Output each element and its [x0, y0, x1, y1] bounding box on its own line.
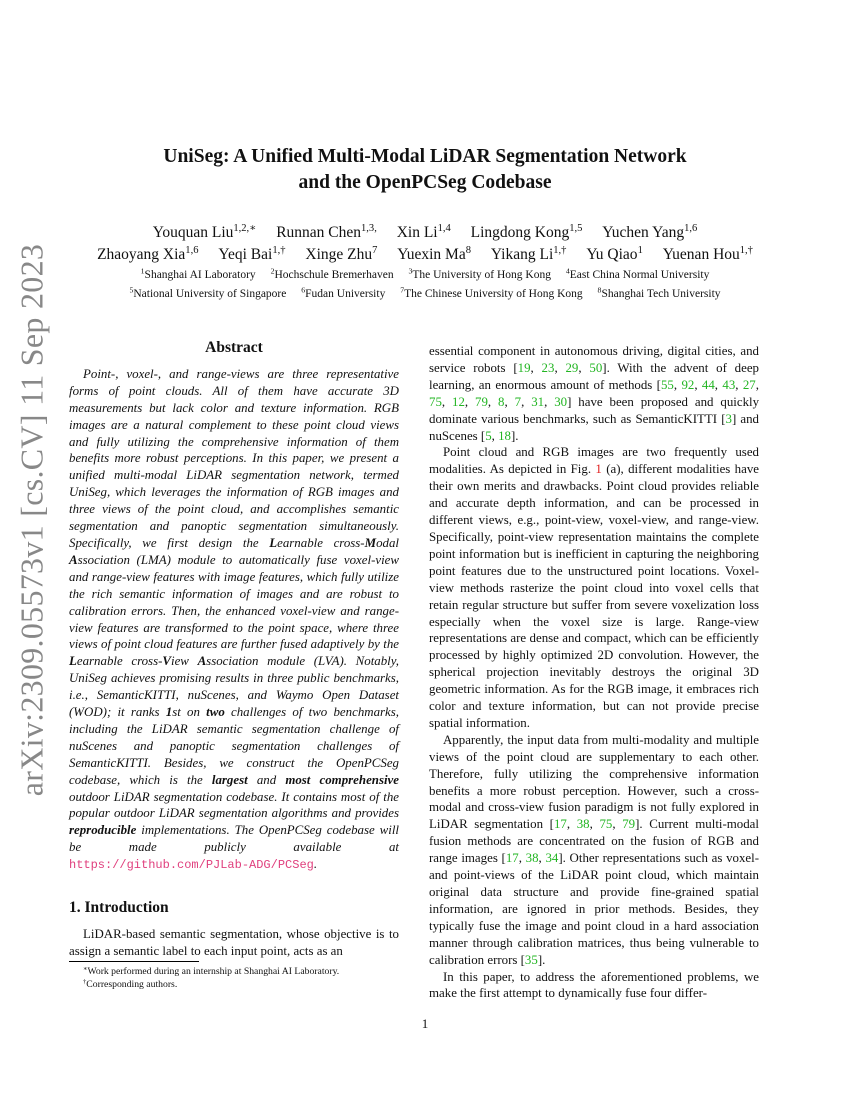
citation[interactable]: 7 — [514, 394, 522, 409]
right-column — [429, 343, 759, 1002]
citation[interactable]: 17 — [505, 851, 519, 866]
affiliation-row-1 — [0, 266, 850, 285]
citation[interactable]: 34 — [545, 851, 559, 866]
citation[interactable]: 44 — [701, 377, 715, 392]
citation[interactable]: 23 — [541, 360, 555, 375]
author: Youquan Liu$^{1,2,∗}$ — [152, 223, 257, 241]
author: Xinge Zhu$^7$ — [305, 245, 378, 263]
intro-paragraph-2: Point cloud and RGB images are two frequently used modalities. As depicted in Fig. 1 (a), different modalities have their own merits and drawbacks. Point cloud provides reliable and accurate depth information, and can be processed in different views, e.g., point-view, voxel-view, and range-view. Specifically, point-view representation maintains the complete point information but is inefficient in capturing the neighboring point features due to the unstructured point locations. Voxel-view methods rasterize the point cloud into voxel cells that retain regular structure but suffer from severe voxelization loss especially when the voxel size is large. Range-view representations are dense and compact, which can be efficiently processed by highly optimized 2D convolution. However, the spherical projection inevitably destroys the original 3D geometric information. As for the RGB image, it embraces rich color and texture information, but can not provide precise spatial information. — [429, 445, 759, 730]
citation[interactable]: 79 — [622, 817, 636, 832]
citation[interactable]: 30 — [554, 394, 568, 409]
citation[interactable]: 8 — [498, 394, 505, 409]
citation[interactable]: 79 — [475, 394, 488, 409]
citation[interactable]: 3 — [725, 411, 732, 426]
citation[interactable]: 5 — [485, 428, 492, 443]
arxiv-stamp — [12, 243, 52, 797]
footnotes — [69, 961, 399, 991]
arxiv-stamp-text: arXiv:2309.05573v1 [cs.CV] 11 Sep 2023 — [13, 243, 50, 797]
affiliation: $^4$East China Normal University — [565, 266, 710, 281]
author: Runnan Chen$^{1,3,}$ — [276, 223, 377, 241]
footnote-rule — [69, 961, 199, 962]
title-line-1: UniSeg: A Unified Multi-Modal LiDAR Segmentation Network — [163, 146, 687, 167]
affiliation-row-2 — [0, 285, 850, 304]
affiliation: $^1$Shanghai AI Laboratory — [140, 266, 256, 281]
title-line-2: and the OpenPCSeg Codebase — [298, 172, 552, 193]
intro-paragraph-4: In this paper, to address the aforementioned problems, we make the first attempt to dynamically fuse four differ- — [429, 969, 759, 1001]
page-number: 1 — [421, 1016, 429, 1031]
affiliation: $^8$Shanghai Tech University — [597, 285, 721, 300]
citation[interactable]: 75 — [429, 394, 442, 409]
figure-reference[interactable]: 1 — [595, 462, 602, 477]
citation[interactable]: 35 — [524, 952, 538, 967]
citation[interactable]: 19 — [517, 360, 531, 375]
citation[interactable]: 29 — [565, 360, 579, 375]
author-list — [0, 222, 850, 266]
author: Xin Li$^{1,4}$ — [396, 223, 451, 241]
footnote-corresponding: †Corresponding authors. — [83, 978, 178, 990]
affiliation: $^2$Hochschule Bremerhaven — [270, 266, 394, 281]
author-row-1 — [0, 222, 850, 244]
citation[interactable]: 38 — [525, 851, 539, 866]
citation[interactable]: 12 — [452, 394, 465, 409]
author: Lingdong Kong$^{1,5}$ — [470, 223, 583, 241]
intro-paragraph-start: LiDAR-based semantic segmentation, whose objective is to assign a semantic label to each input point, acts as an — [69, 927, 399, 958]
author: Yeqi Bai$^{1,\dagger}$ — [218, 245, 286, 263]
citation[interactable]: 50 — [589, 360, 603, 375]
author: Yuenan Hou$^{1,\dagger}$ — [662, 245, 753, 263]
footnote-internship: ∗Work performed during an internship at Shanghai AI Laboratory. — [83, 965, 340, 977]
affiliation: $^7$The Chinese University of Hong Kong — [400, 285, 583, 300]
affiliation: $^5$National University of Singapore — [129, 285, 287, 300]
author: Yuexin Ma$^8$ — [397, 245, 471, 263]
abstract-heading: Abstract — [205, 339, 263, 356]
citation[interactable]: 18 — [498, 428, 511, 443]
citation[interactable]: 75 — [599, 817, 613, 832]
intro-paragraph-1: essential component in autonomous driving, digital cities, and service robots [19, 23, 29, 50]. With the advent of deep learning, an enormous amount of methods [55, 92, 44, 43, 27, 75, 12, 79, 8, 7, 31, 30] have been proposed and quickly dominate various benchmarks, such as SemanticKITTI [3] and nuScenes [5, 18]. — [429, 344, 760, 443]
citation[interactable]: 55 — [660, 377, 674, 392]
citation[interactable]: 27 — [742, 377, 756, 392]
intro-heading: 1. Introduction — [69, 899, 169, 917]
affiliation-list — [0, 266, 850, 304]
left-column — [69, 340, 399, 960]
codebase-link[interactable]: https://github.com/PJLab-ADG/PCSeg — [69, 858, 314, 873]
citation[interactable]: 92 — [681, 377, 695, 392]
paper-title — [0, 144, 850, 196]
citation[interactable]: 43 — [722, 377, 736, 392]
author: Yikang $Li^{1,\dagger}$ — [490, 245, 567, 263]
citation[interactable]: 38 — [576, 817, 590, 832]
author: Yu Qiao$^1$ — [586, 245, 643, 263]
author: Zhaoyang Xia$^{1,6}$ — [97, 245, 199, 263]
author-row-2 — [0, 244, 850, 266]
affiliation: $^3$The University of Hong Kong — [408, 266, 551, 281]
citation[interactable]: 31 — [531, 394, 545, 409]
citation[interactable]: 17 — [553, 817, 567, 832]
affiliation: $^6$Fudan University — [301, 285, 386, 300]
intro-paragraph-3: Apparently, the input data from multi-modality and multiple views of the point cloud are supplementary to each other. Therefore, fully utilizing the comprehensive information benefits a more robust perception. However, such a cross-modal and cross-view fusion paradigm is not fully explored in LiDAR segmentation [17, 38, 75, 79]. Current multi-modal fusion methods are concentrated on the fusion of RGB and range images [17, 38, 34]. Other representations such as voxel- and point-views of the LiDAR point cloud, which maintain original data structure and provide fine-grained spatial information, are ignored in prior methods. Besides, they typically fuse the image and point cloud in a hard association manner through calibration matrices, thus being vulnerable to calibration errors [35]. — [429, 732, 759, 967]
author: Yuchen Yang$^{1,6}$ — [602, 223, 698, 241]
abstract-body: Point-, voxel-, and range-views are three representative forms of point clouds. All of them have accurate 3D measurements but lack color and texture information. RGB images are a natural complement to these point cloud views and fully utilizing the comprehensive information of them benefits more robust perceptions. In this paper, we present a unified multi-modal LiDAR segmentation network, termed UniSeg, which leverages the information of RGB images and three views of the point cloud, and accomplishes semantic segmentation and panoptic segmentation simultaneously. Specifically, we first design the Learnable cross-Modal Association (LMA) module to automatically fuse voxel-view and range-view features with image features, which fully utilize the rich semantic information of images and are robust to calibration errors. Then, the enhanced voxel-view and range-view features are transformed to the point space, where three views of point cloud features are further fused adaptively by the Learnable cross-View Association module (LVA). Notably, UniSeg achieves promising results in three public benchmarks, i.e., SemanticKITTI, nuScenes, and Waymo Open Dataset (WOD); it ranks 1st on two challenges of two benchmarks, including the LiDAR semantic segmentation challenge of nuScenes and panoptic segmentation challenges of SemanticKITTI. Besides, we construct the OpenPCSeg codebase, which is the largest and most comprehensive outdoor LiDAR segmentation codebase. It contains most of the popular outdoor LiDAR segmentation algorithms and provides reproducible implementations. The OpenPCSeg codebase will be made publicly available at https://github.com/PJLab-ADG/PCSeg. — [69, 366, 399, 873]
